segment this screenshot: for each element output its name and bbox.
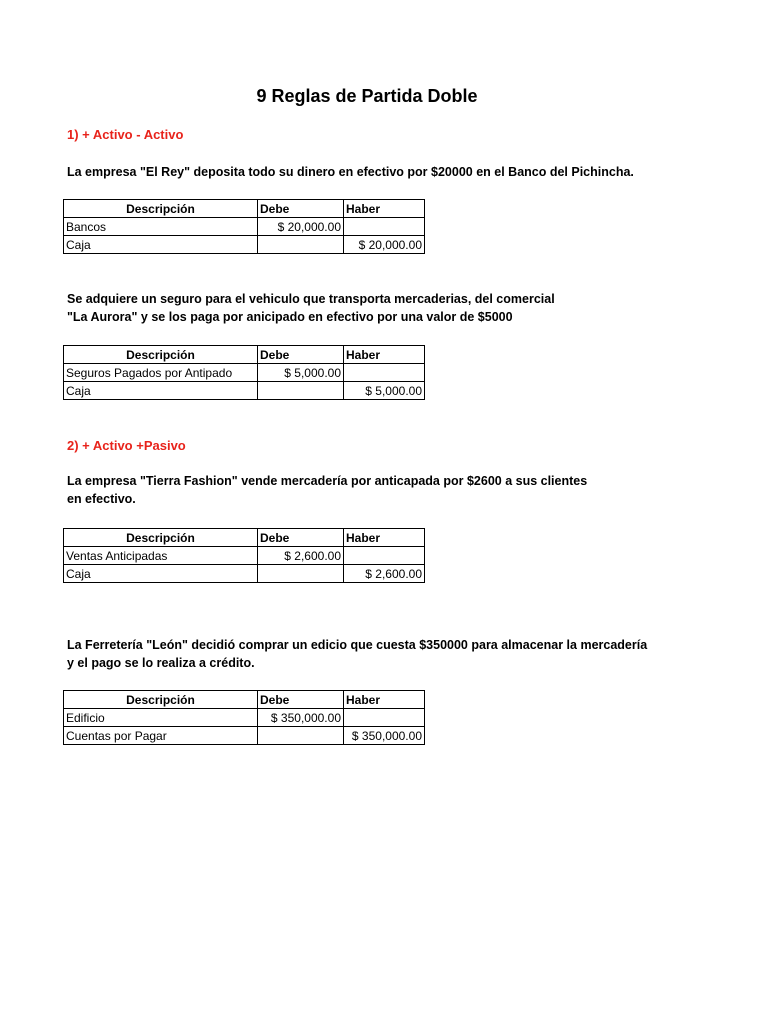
table-row — [64, 364, 425, 382]
journal-table-1 — [63, 199, 425, 254]
text-line: en efectivo. — [67, 492, 136, 506]
cell-desc: Edificio — [64, 709, 258, 727]
table-row — [64, 236, 425, 254]
journal-table-2 — [63, 345, 425, 400]
cell-desc: Cuentas por Pagar — [64, 727, 258, 745]
cell-haber — [344, 547, 425, 565]
cell-debe: $ 5,000.00 — [258, 364, 344, 382]
cell-haber: $ 5,000.00 — [344, 382, 425, 400]
section-heading-2: 2) + Activo +Pasivo — [67, 438, 186, 453]
cell-haber: $ 350,000.00 — [344, 727, 425, 745]
cell-haber: $ 2,600.00 — [344, 565, 425, 583]
journal-table-3 — [63, 528, 425, 583]
cell-debe — [258, 382, 344, 400]
cell-desc: Caja — [64, 565, 258, 583]
cell-haber — [344, 364, 425, 382]
table-row — [64, 218, 425, 236]
table-row — [64, 547, 425, 565]
header-haber: Haber — [344, 200, 425, 218]
table-row — [64, 565, 425, 583]
example-2-text — [67, 290, 555, 326]
text-line: La empresa "Tierra Fashion" vende mercadería por anticapada por $2600 a sus clientes — [67, 474, 588, 488]
table-row — [64, 727, 425, 745]
cell-debe: $ 20,000.00 — [258, 218, 344, 236]
header-haber: Haber — [344, 691, 425, 709]
text-line: La Ferretería "León" decidió comprar un edicio que cuesta $350000 para almacenar la mercadería — [67, 638, 648, 652]
header-descripcion: Descripción — [64, 346, 258, 364]
cell-haber: $ 20,000.00 — [344, 236, 425, 254]
cell-desc: Caja — [64, 236, 258, 254]
cell-debe — [258, 727, 344, 745]
cell-debe: $ 350,000.00 — [258, 709, 344, 727]
cell-desc: Seguros Pagados por Antipado — [64, 364, 258, 382]
example-4-text — [67, 636, 647, 672]
cell-haber — [344, 218, 425, 236]
page-title: 9 Reglas de Partida Doble — [256, 86, 478, 106]
section-heading-1: 1) + Activo - Activo — [67, 127, 184, 142]
cell-debe: $ 2,600.00 — [258, 547, 344, 565]
table-row — [64, 709, 425, 727]
text-line: "La Aurora" y se los paga por anicipado en efectivo por una valor de $5000 — [67, 310, 513, 324]
table-header-row — [64, 529, 425, 547]
cell-desc: Bancos — [64, 218, 258, 236]
table-row — [64, 382, 425, 400]
cell-desc: Caja — [64, 382, 258, 400]
text-line: Se adquiere un seguro para el vehiculo que transporta mercaderias, del comercial — [67, 292, 555, 306]
example-1-text — [67, 163, 634, 181]
header-debe: Debe — [258, 346, 344, 364]
table-header-row — [64, 200, 425, 218]
table-header-row — [64, 691, 425, 709]
cell-debe — [258, 565, 344, 583]
table-header-row — [64, 346, 425, 364]
header-debe: Debe — [258, 200, 344, 218]
example-3-text — [67, 472, 587, 508]
header-descripcion: Descripción — [64, 691, 258, 709]
cell-desc: Ventas Anticipadas — [64, 547, 258, 565]
header-haber: Haber — [344, 346, 425, 364]
cell-debe — [258, 236, 344, 254]
header-debe: Debe — [258, 529, 344, 547]
text-line: La empresa "El Rey" deposita todo su dinero en efectivo por $20000 en el Banco del Pichincha. — [67, 165, 634, 179]
text-line: y el pago se lo realiza a crédito. — [67, 656, 255, 670]
journal-table-4 — [63, 690, 425, 745]
header-descripcion: Descripción — [64, 200, 258, 218]
header-descripcion: Descripción — [64, 529, 258, 547]
header-haber: Haber — [344, 529, 425, 547]
cell-haber — [344, 709, 425, 727]
header-debe: Debe — [258, 691, 344, 709]
